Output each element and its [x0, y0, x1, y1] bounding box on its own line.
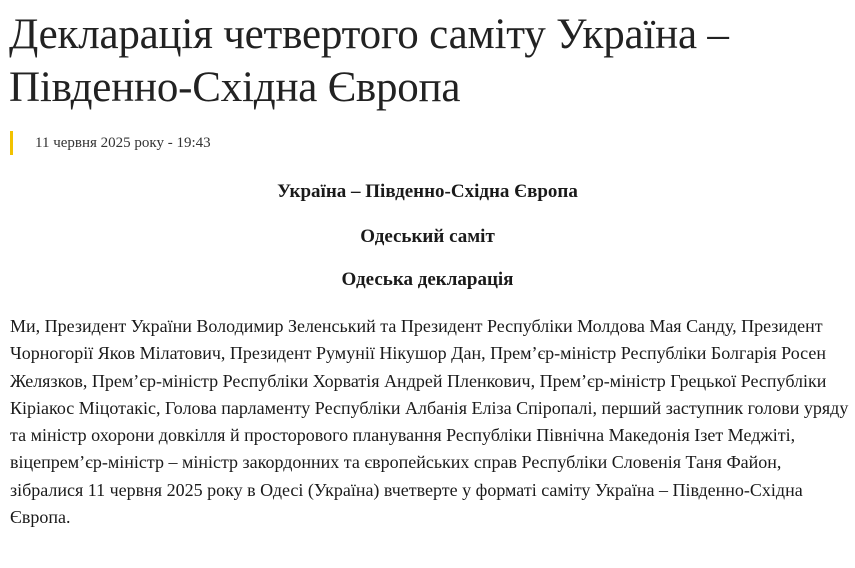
page-title: Декларація четвертого саміту Україна – Південно-Східна Європа [9, 11, 729, 111]
publication-date: 11 червня 2025 року - 19:43 [35, 134, 211, 151]
publication-meta [10, 131, 211, 155]
declaration-heading: Одеська декларація [341, 269, 514, 290]
accent-bar [10, 131, 13, 155]
city-heading: Одеський саміт [360, 226, 495, 247]
summit-heading: Україна – Південно-Східна Європа [277, 181, 578, 202]
declaration-paragraph: Ми, Президент України Володимир Зеленський та Президент Республіки Молдова Мая Санду, Президент Чорногорії Яков Мілатович, Президент Румунії Нікушор Дан, Прем’єр-міністр Республіки Болгарія Росен Желязков, Прем’єр-міністр Республіки Хорватія Андрей Пленкович, Прем’єр-міністр Грецької Республіки Кіріакос Міцотакіс, Голова парламенту Республіки Албанія Еліза Спіропалі, перший заступник голови уряду та міністр охорони довкілля й просторового планування Республіки Північна Македонія Ізет Меджіті, віцепрем’єр-міністр – міністр закордонних та європейських справ Республіки Словенія Таня Файон, зібралися 11 червня 2025 року в Одесі (Україна) вчетверте у форматі саміту Україна – Південно-Східна Європа. [10, 316, 849, 528]
